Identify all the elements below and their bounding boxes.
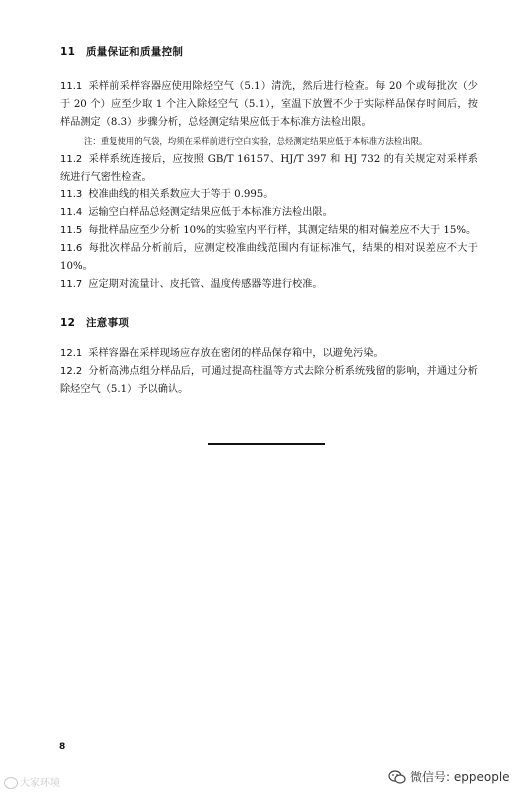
clause-text: 采样容器在采样现场应存放在密闭的样品保存箱中，以避免污染。 — [88, 348, 384, 359]
end-divider — [208, 443, 325, 445]
watermark-right-text: 微信号: eppeople — [410, 770, 510, 784]
page-number: 8 — [59, 742, 66, 752]
clause-12-2 — [60, 363, 478, 399]
clause-text: 分析高沸点组分样品后，可通过提高柱温等方式去除分析系统残留的影响，并通过分析除烃空气（5.1）予以确认。 — [60, 366, 478, 395]
wechat-logo-icon — [388, 770, 406, 785]
section-11-heading — [60, 44, 183, 59]
clause-text: 每批次样品分析前后，应测定校准曲线范围内有证标准气，结果的相对误差应不大于 10%。 — [60, 243, 478, 272]
clause-text: 运输空白样品总烃测定结果应低于本标准方法检出限。 — [88, 207, 333, 218]
clause-number: 11.5 — [60, 225, 83, 236]
clause-text: 采样前采样容器应使用除烃空气（5.1）清洗，然后进行检查。每 20 个或每批次（少于 20 个）应至少取 1 个注入除烃空气（5.1），室温下放置不少于实际样品保存时间后，按样品测定（8.3）步骤分析，总烃测定结果应低于本标准方法检出限。 — [60, 81, 478, 128]
clause-text: 每批样品应至少分析 10%的实验室内平行样，其测定结果的相对偏差应不大于 15%。 — [88, 225, 477, 236]
clause-number: 11.7 — [60, 279, 83, 290]
watermark-right — [388, 768, 510, 785]
section-title: 质量保证和质量控制 — [85, 46, 184, 58]
watermark-left — [4, 774, 60, 789]
clause-number: 11.2 — [60, 154, 83, 165]
section-number: 12 — [60, 317, 76, 329]
clause-number: 12.1 — [60, 348, 83, 359]
clause-text: 采样系统连接后，应按照 GB/T 16157、HJ/T 397 和 HJ 732 的有关规定对采样系统进行气密性检查。 — [60, 154, 478, 183]
section-12-heading — [60, 315, 129, 330]
clause-11-1 — [60, 78, 478, 132]
clause-number: 12.2 — [60, 366, 83, 377]
clause-11-4 — [60, 204, 478, 222]
section-title: 注意事项 — [85, 317, 130, 329]
watermark-left-text: 大家环境 — [20, 778, 60, 789]
clause-number: 11.4 — [60, 207, 83, 218]
weibo-logo-icon — [4, 777, 18, 789]
clause-number: 11.3 — [60, 189, 83, 200]
clause-11-7 — [60, 276, 478, 294]
clause-text: 校准曲线的相关系数应大于等于 0.995。 — [88, 189, 274, 200]
clause-11-2 — [60, 151, 478, 187]
clause-text: 应定期对流量计、皮托管、温度传感器等进行校准。 — [88, 279, 323, 290]
clause-12-1 — [60, 345, 478, 363]
clause-11-3 — [60, 186, 478, 204]
note: 注：重复使用的气袋，均须在采样前进行空白实验，总烃测定结果应低于本标准方法检出限。 — [84, 136, 428, 146]
clause-number: 11.6 — [60, 243, 83, 254]
clause-number: 11.1 — [60, 81, 83, 92]
clause-11-6 — [60, 240, 478, 276]
clause-11-5 — [60, 222, 478, 240]
section-number: 11 — [60, 46, 76, 58]
